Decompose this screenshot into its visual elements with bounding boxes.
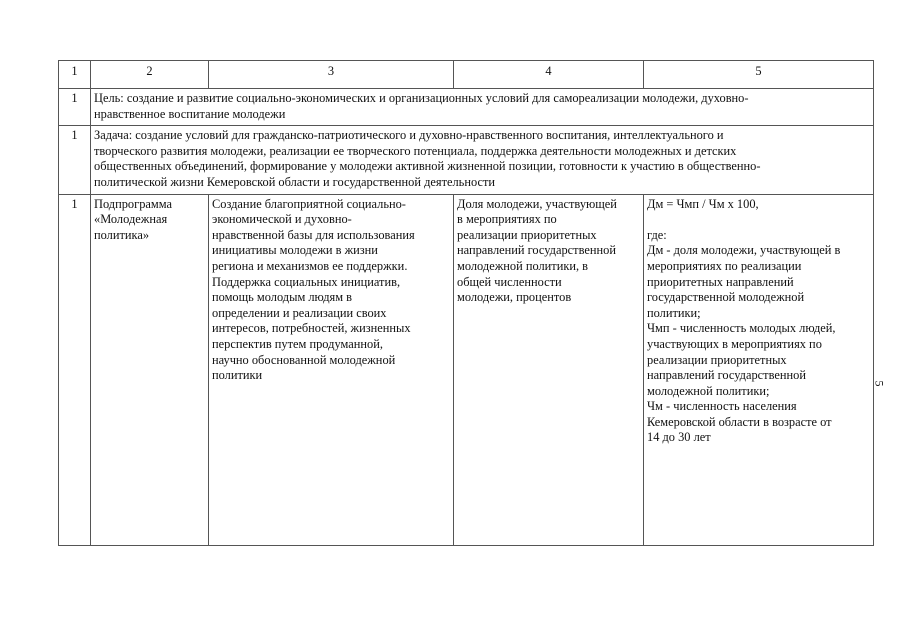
subprogram-line: политика» — [94, 227, 150, 242]
description-line: политики — [212, 368, 263, 383]
description-line: региона и механизмов ее поддержки. — [212, 258, 408, 273]
description-line: Поддержка социальных инициатив, — [212, 274, 401, 289]
subprogram-name — [91, 194, 209, 545]
method-line: где: — [647, 227, 667, 242]
method-line: государственной молодежной — [647, 290, 805, 305]
task-row — [59, 126, 874, 194]
method-line: мероприятиях по реализации — [647, 258, 802, 273]
task-number: 1 — [59, 126, 91, 194]
method-line: Чм - численность населения — [647, 399, 797, 414]
indicator-line: молодежной политики, в — [457, 258, 589, 273]
method-line: направлений государственной — [647, 368, 806, 383]
method-line: участвующих в мероприятиях по — [647, 336, 822, 351]
goal-line: нравственное воспитание молодежи — [94, 106, 286, 121]
row-number: 1 — [59, 194, 91, 545]
description-line: экономической и духовно- — [212, 212, 352, 227]
blank-line — [647, 212, 870, 228]
task-line: общественных объединений, формирование у молодежи активной жизненной позиции, готовности к участию в общественно- — [94, 159, 761, 174]
goal-line: Цель: создание и развитие социально-экономических и организационных условий для самореализации молодежи, духовно- — [94, 91, 749, 105]
description-line: нравственной базы для использования — [212, 227, 415, 242]
indicator-line: молодежи, процентов — [457, 290, 572, 305]
method-line: Кемеровской области в возрасте от — [647, 414, 832, 429]
header-col-1: 1 — [59, 61, 91, 89]
description-line: помощь молодым людям в — [212, 290, 352, 305]
subprogram-row — [59, 194, 874, 545]
page-number: 5 — [872, 380, 887, 387]
method-line: 14 до 30 лет — [647, 430, 711, 445]
description-line: Создание благоприятной социально- — [212, 196, 406, 211]
indicator-name — [454, 194, 644, 545]
task-text — [91, 126, 874, 194]
subprogram-line: «Молодежная — [94, 212, 168, 227]
method-line: Дм - доля молодежи, участвующей в — [647, 243, 841, 258]
method-line: приоритетных направлений — [647, 274, 794, 289]
formula: Дм = Чмп / Чм х 100, — [647, 196, 759, 211]
description-line: определении и реализации своих — [212, 305, 387, 320]
task-line: Задача: создание условий для гражданско-патриотического и духовно-нравственного воспитания, интеллектуального и — [94, 128, 724, 143]
goal-row — [59, 89, 874, 126]
header-col-4: 4 — [454, 61, 644, 89]
header-col-5: 5 — [644, 61, 874, 89]
description-line: перспектив путем продуманной, — [212, 336, 383, 351]
method-line: политики; — [647, 305, 701, 320]
description-line: интересов, потребностей, жизненных — [212, 321, 411, 336]
subprogram-line: Подпрограмма — [94, 196, 172, 211]
goal-text — [91, 89, 874, 126]
indicator-line: Доля молодежи, участвующей — [457, 196, 617, 211]
indicator-line: в мероприятиях по — [457, 212, 557, 227]
method-line: молодежной политики; — [647, 383, 770, 398]
indicator-line: общей численности — [457, 274, 562, 289]
indicator-line: направлений государственной — [457, 243, 616, 258]
subprogram-description — [209, 194, 454, 545]
task-line: творческого развития молодежи, реализации ее творческого потенциала, поддержка деятельности молодежных и детских — [94, 143, 737, 158]
goal-number: 1 — [59, 89, 91, 126]
header-row — [59, 61, 874, 89]
description-line: инициативы молодежи в жизни — [212, 243, 378, 258]
calculation-method — [644, 194, 874, 545]
task-line: политической жизни Кемеровской области и государственной деятельности — [94, 174, 496, 189]
method-line: реализации приоритетных — [647, 352, 787, 367]
description-line: научно обоснованной молодежной — [212, 352, 396, 367]
indicator-line: реализации приоритетных — [457, 227, 597, 242]
method-line: Чмп - численность молодых людей, — [647, 321, 836, 336]
header-col-2: 2 — [91, 61, 209, 89]
indicator-table — [58, 60, 874, 546]
header-col-3: 3 — [209, 61, 454, 89]
